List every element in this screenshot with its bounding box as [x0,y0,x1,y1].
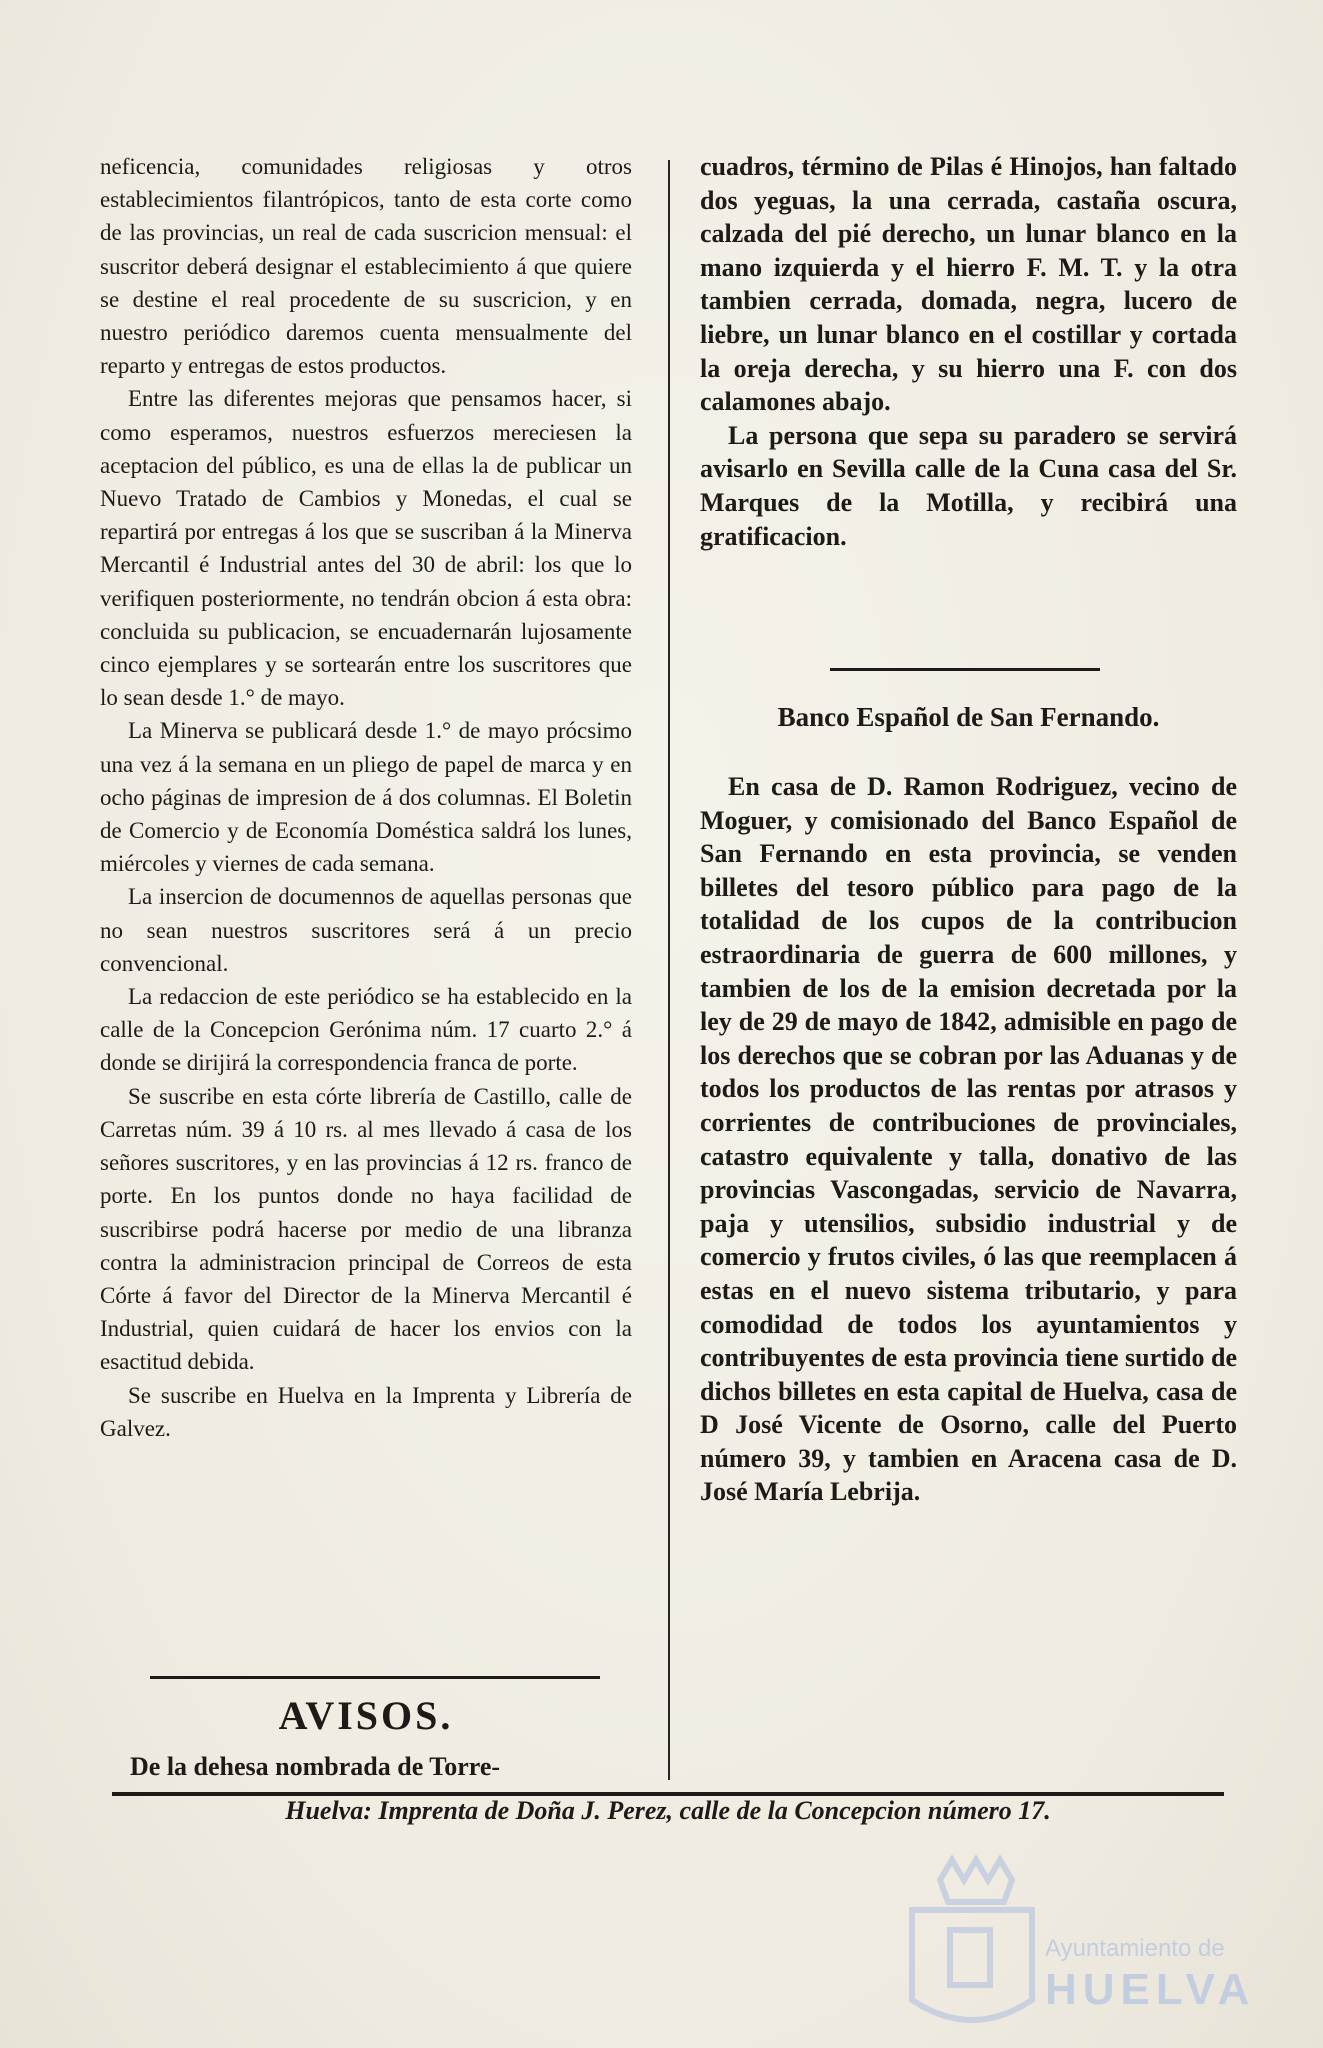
avisos-heading: AVISOS. [278,1693,454,1738]
watermark-line2: HUELVA [1045,1965,1256,2014]
paragraph: En casa de D. Ramon Rodriguez, vecino de Moguer, y comisionado del Banco Español de San Fernando en esta provincia, se venden billetes del tesoro público para pago de la totalidad de los cupos de la contribucion estraordinaria de guerra de 600 millones, y tambien de los de la emision decretada por la ley de 29 de mayo de 1842, admisible en pago de los derechos que se cobran por las Aduanas y de todos los productos de las rentas por atrasos y corrientes de contribuciones de provinciales, catastro equivalente y talla, donativo de las provincias Vascongadas, servicio de Navarra, paja y utensilios, subsidio industrial y de comercio y frutos civiles, ó las que reemplacen á estas en el nuevo sistema tributario, y para comodidad de todos los ayuntamientos y contribuyentes de esta provincia tiene surtido de dichos billetes en esta capital de Huelva, casa de D José Vicente de Osorno, calle del Puerto número 39, y tambien en Aracena casa de D. José María Lebrija. [700,772,1237,1507]
column-divider [668,160,670,1780]
paragraph: La Minerva se publicará desde 1.° de mayo prócsimo una vez á la semana en un pliego de papel de marca y en ocho páginas de impresion de á dos columnas. El Boletin de Comercio y de Economía Doméstica saldrá los lunes, miércoles y viernes de cada semana. [100,718,632,877]
section-divider [830,668,1100,671]
paragraph: Entre las diferentes mejoras que pensamos hacer, si como esperamos, nuestros esfuerzos mereciesen la aceptacion del público, es una de ellas la de publicar un Nuevo Tratado de Cambios y Monedas, el cual se repartirá por entregas á los que se suscriban á la Minerva Mercantil é Industrial antes del 30 de abril: los que lo verifiquen posteriormente, no tendrán obcion á esta obra: concluida su publicacion, se encuadernarán lujosamente cinco ejemplares y se sortearán entre los suscritores que lo sean desde 1.° de mayo. [100,386,632,711]
paragraph: Se suscribe en Huelva en la Imprenta y Librería de Galvez. [100,1382,632,1441]
paragraph: Se suscribe en esta córte librería de Castillo, calle de Carretas núm. 39 á 10 rs. al mes llevado á casa de los señores suscritores, y en las provincias á 12 rs. franco de porte. En los puntos donde no haya facilidad de suscribirse podrá hacerse por medio de una libranza contra la administracion principal de Correos de esta Córte á favor del Director de la Minerva Mercantil é Industrial, quien cuidará de hacer los envios con la esactitud debida. [100,1083,632,1375]
right-column [700,150,1237,553]
paragraph: La persona que sepa su paradero se servirá avisarlo en Sevilla calle de la Cuna casa del Sr. Marques de la Motilla, y recibirá una gratificacion. [700,420,1237,551]
left-column [100,150,632,1445]
banco-notice [700,770,1237,1509]
banco-heading: Banco Español de San Fernando. [777,702,1160,732]
watermark-line1: Ayuntamiento de [1045,1935,1225,1962]
paragraph: cuadros, término de Pilas é Hinojos, han faltado dos yeguas, la una cerrada, castaña oscura, calzada del pié derecho, un lunar blanco en la mano izquierda y el hierro F. M. T. y la otra tambien cerrada, domada, negra, lucero de liebre, un lunar blanco en el costillar y cortada la oreja derecha, y su hierro una F. con dos calamones abajo. [700,152,1237,417]
paragraph: neficencia, comunidades religiosas y otros establecimientos filantrópicos, tanto de esta corte como de las provincias, un real de cada suscricion mensual: el suscritor deberá designar el establecimiento á que quiere se destine el real procedente de su suscricion, y en nuestro periódico daremos cuenta mensualmente del reparto y entregas de estos productos. [100,154,632,379]
section-divider [150,1676,600,1679]
printer-imprint: Huelva: Imprenta de Doña J. Perez, calle de la Concepcion número 17. [285,1796,1051,1825]
paragraph: La redaccion de este periódico se ha establecido en la calle de la Concepcion Gerónima núm. 17 cuarto 2.° á donde se dirijirá la correspondencia franca de porte. [100,984,632,1076]
avisos-subheading: De la dehesa nombrada de Torre- [130,1752,501,1781]
paragraph: La insercion de documennos de aquellas personas que no sean nuestros suscritores será á un precio convencional. [100,884,632,976]
